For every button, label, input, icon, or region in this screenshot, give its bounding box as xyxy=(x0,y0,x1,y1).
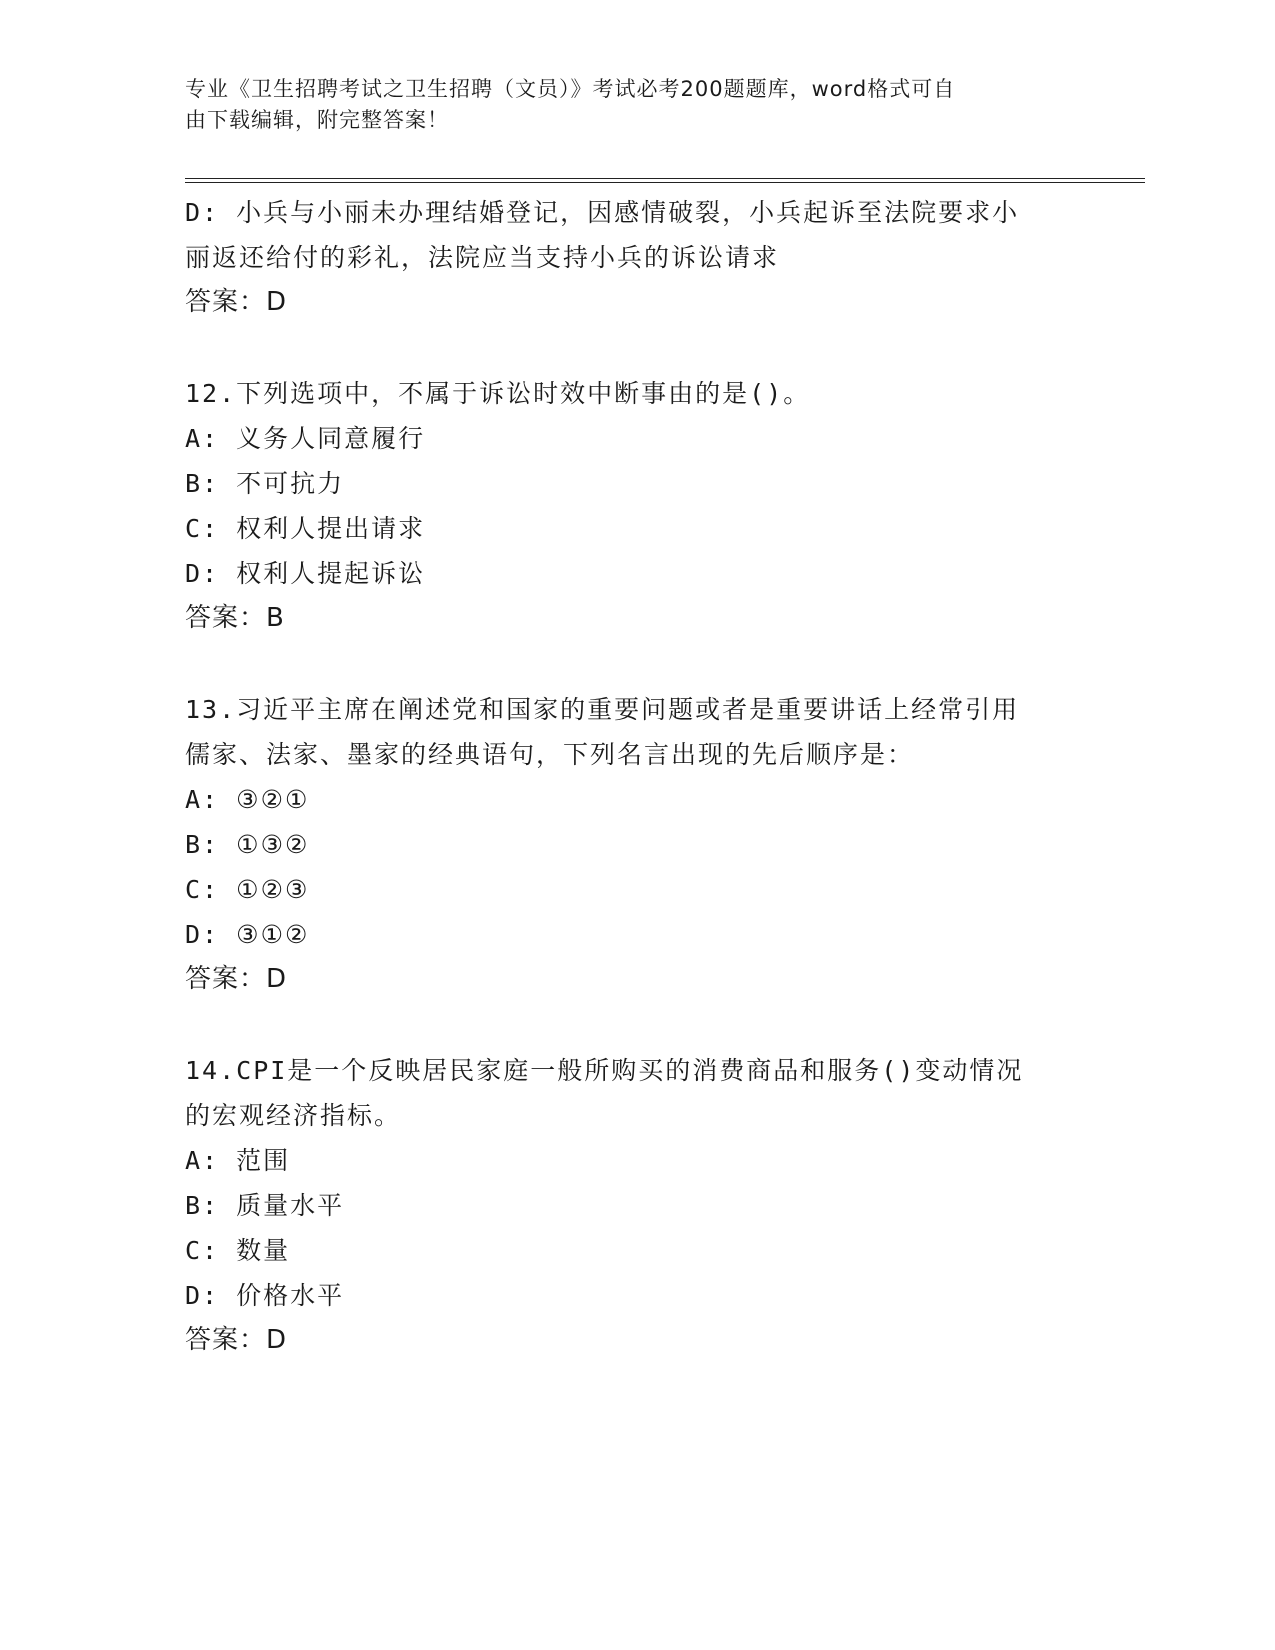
option-c: C: ①②③ xyxy=(185,875,310,904)
option-c: C: 权利人提出请求 xyxy=(185,514,426,543)
option-d: D: ③①② xyxy=(185,920,310,949)
answer: 答案：D xyxy=(185,1325,288,1355)
question-stem-line-2: 的宏观经济指标。 xyxy=(185,1101,402,1130)
question-13 xyxy=(185,687,1085,1002)
option-b: B: ①③② xyxy=(185,830,310,859)
question-content xyxy=(185,190,1085,1363)
option-d-line-1: D: 小兵与小丽未办理结婚登记，因感情破裂，小兵起诉至法院要求小 xyxy=(185,198,1020,227)
question-stem-line-1: 14.CPI是一个反映居民家庭一般所购买的消费商品和服务()变动情况 xyxy=(185,1056,1024,1085)
option-a: A: 范围 xyxy=(185,1146,291,1175)
option-b: B: 不可抗力 xyxy=(185,469,345,498)
answer: 答案：D xyxy=(185,287,288,317)
option-d: D: 价格水平 xyxy=(185,1281,345,1310)
option-d-line-2: 丽返还给付的彩礼，法院应当支持小兵的诉讼请求 xyxy=(185,243,780,272)
document-header xyxy=(185,74,1065,136)
question-stem-line-2: 儒家、法家、墨家的经典语句，下列名言出现的先后顺序是： xyxy=(185,740,915,769)
carryover-block xyxy=(185,190,1085,325)
header-rule-bottom xyxy=(185,182,1145,183)
option-a: A: 义务人同意履行 xyxy=(185,424,426,453)
option-a: A: ③②① xyxy=(185,785,310,814)
answer: 答案：B xyxy=(185,603,285,633)
header-rule-top xyxy=(185,178,1145,179)
question-stem-line-1: 13.习近平主席在阐述党和国家的重要问题或者是重要讲话上经常引用 xyxy=(185,695,1020,724)
option-b: B: 质量水平 xyxy=(185,1191,345,1220)
question-14 xyxy=(185,1048,1085,1363)
answer: 答案：D xyxy=(185,964,288,994)
question-12 xyxy=(185,371,1085,641)
header-line-1: 专业《卫生招聘考试之卫生招聘（文员）》考试必考200题题库，word格式可自 xyxy=(185,77,956,101)
option-c: C: 数量 xyxy=(185,1236,291,1265)
option-d: D: 权利人提起诉讼 xyxy=(185,559,426,588)
header-line-2: 由下载编辑，附完整答案！ xyxy=(185,108,449,132)
question-stem: 12.下列选项中，不属于诉讼时效中断事由的是()。 xyxy=(185,379,811,408)
